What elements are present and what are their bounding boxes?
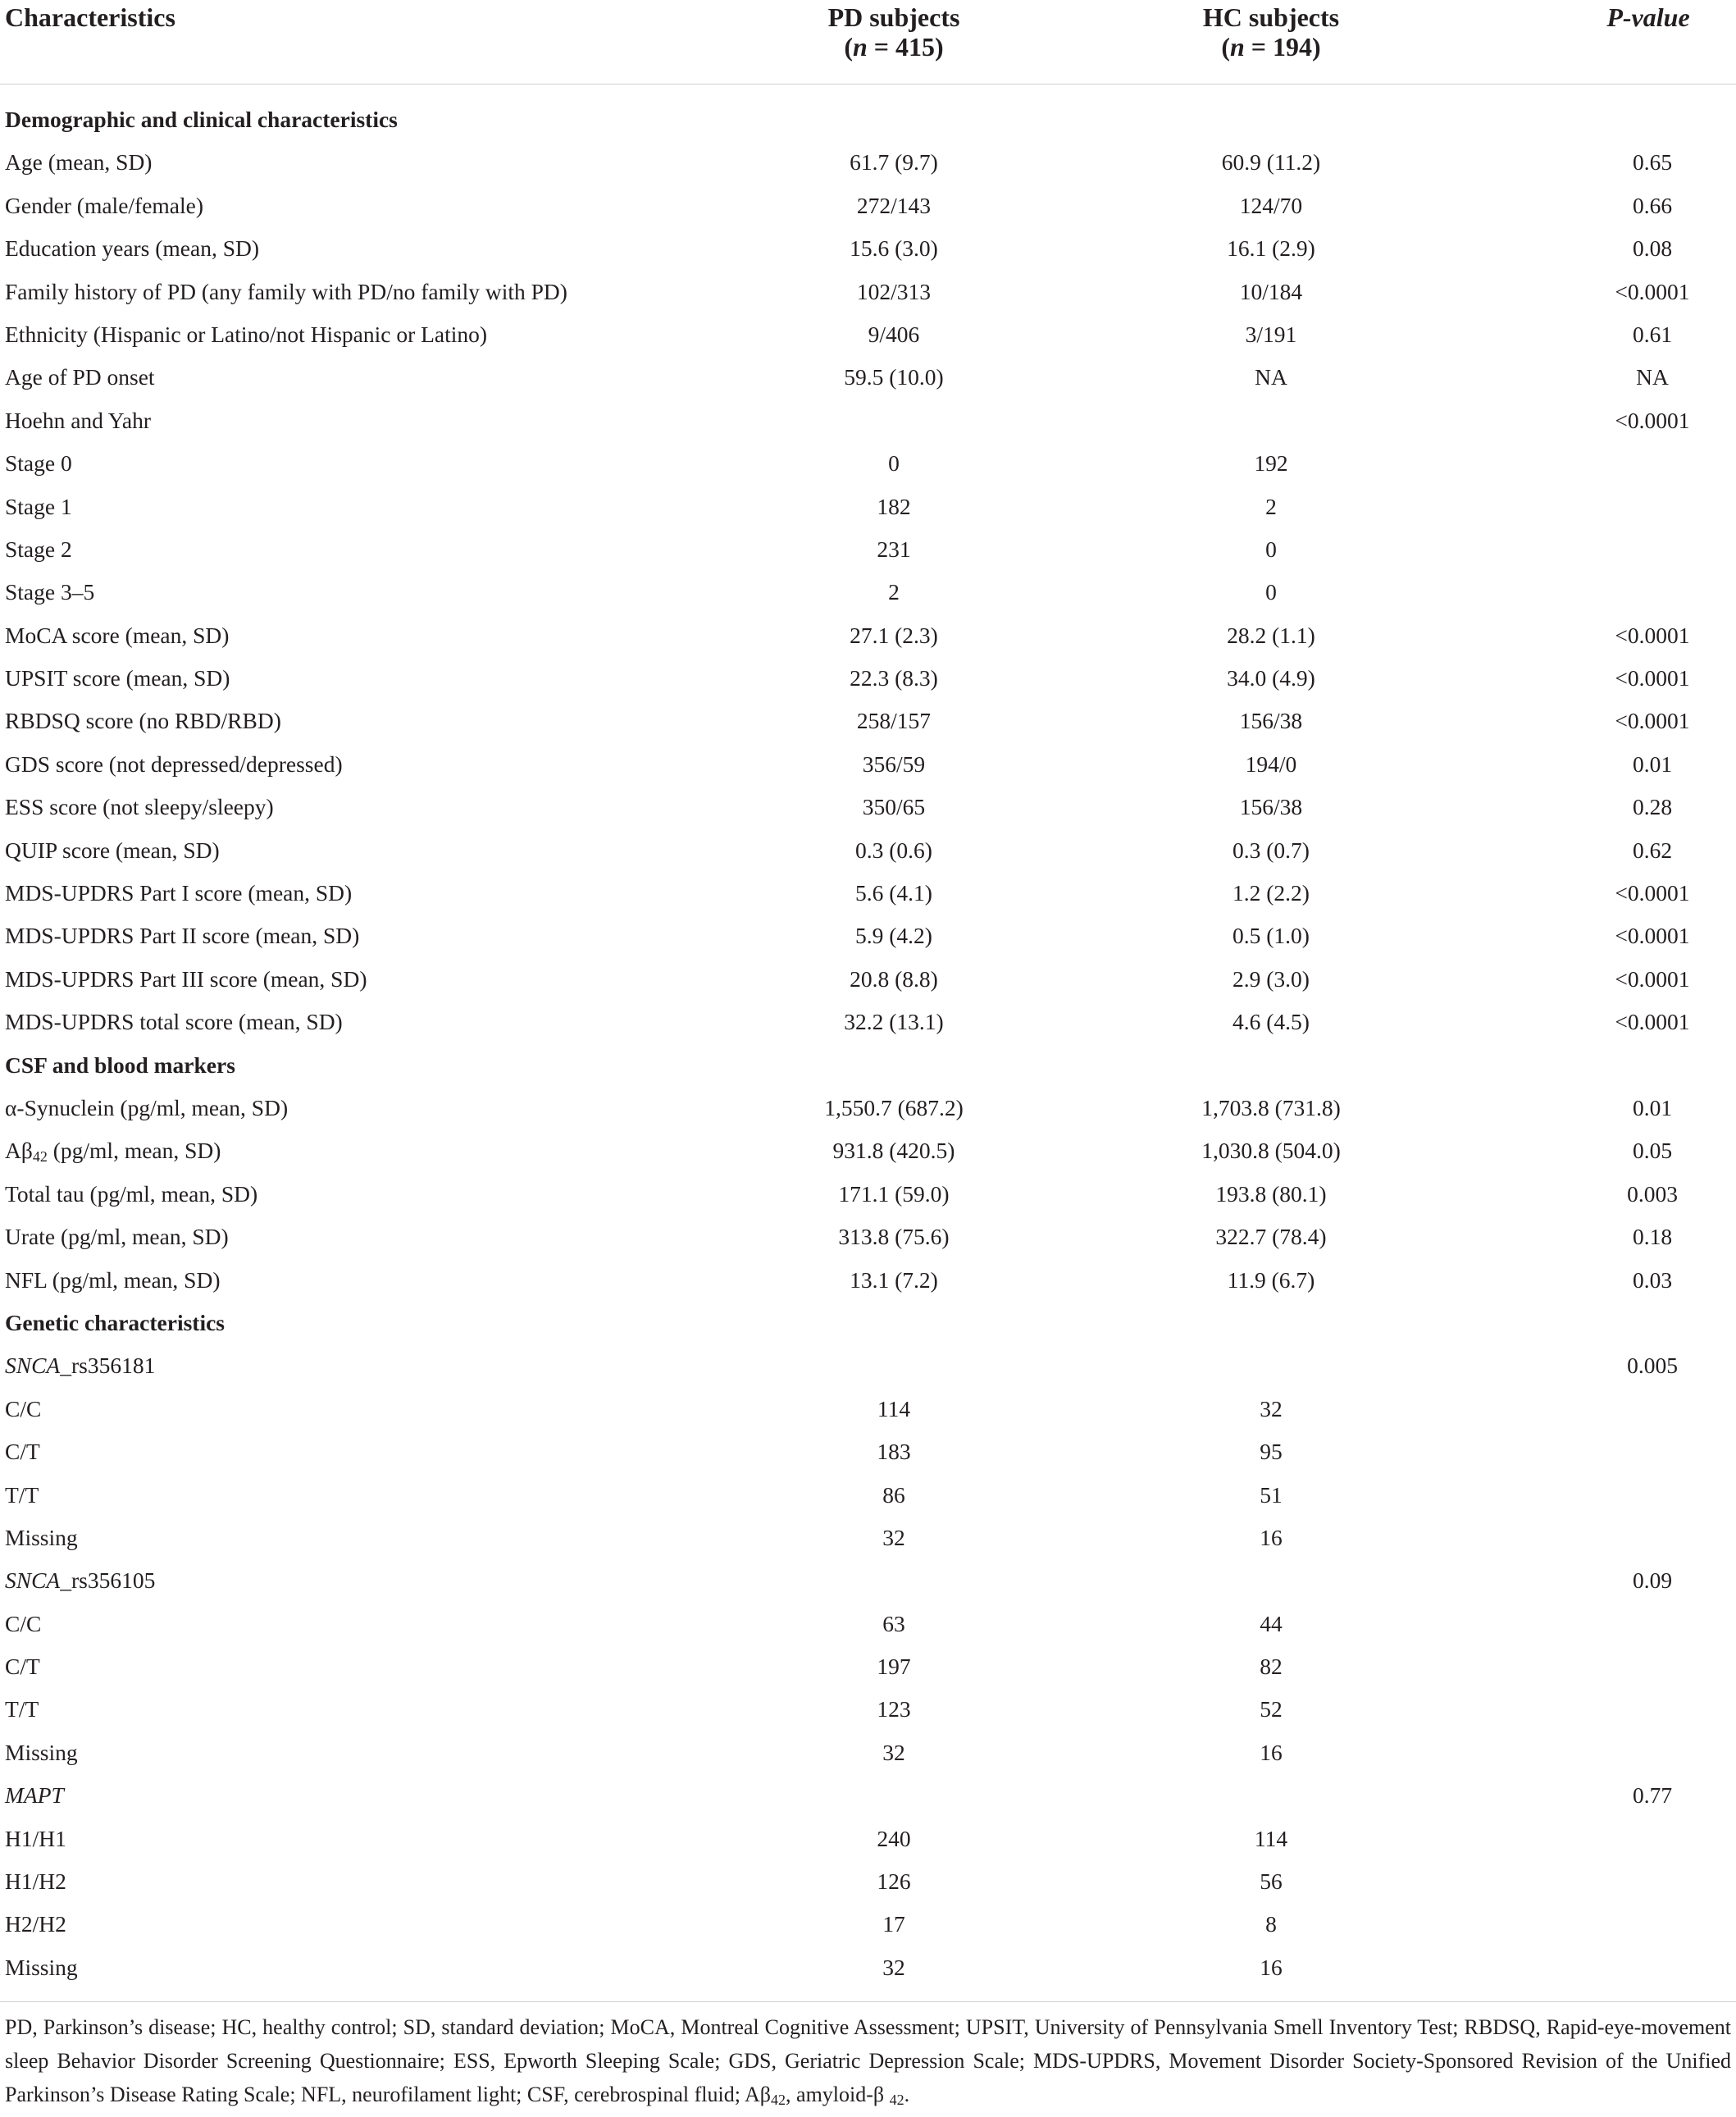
row-label: Stage 1	[5, 493, 72, 519]
header-hc-n-open: (	[1221, 32, 1230, 62]
header-hc-title: HC subjects	[1202, 2, 1340, 32]
row-label: Missing	[5, 1954, 78, 1980]
header-hc-subjects	[1189, 2, 1353, 62]
pvalue-cell: <0.0001	[1615, 880, 1690, 906]
footnote-text	[0, 2002, 1736, 2117]
table-row	[0, 1774, 1736, 1817]
row-label: Demographic and clinical characteristics	[5, 107, 398, 132]
row-label: MoCA score (mean, SD)	[5, 622, 230, 648]
hc-value-cell: 3/191	[1245, 321, 1297, 347]
hc-value-cell: 0.5 (1.0)	[1233, 923, 1310, 949]
pd-value-cell: 313.8 (75.6)	[838, 1224, 950, 1250]
row-label-rest: (pg/ml, mean, SD)	[47, 1138, 221, 1164]
pd-value-cell: 9/406	[868, 321, 920, 347]
pvalue-cell: 0.003	[1627, 1180, 1678, 1207]
pd-value-cell: 240	[877, 1825, 911, 1851]
header-pd-n-var: n	[852, 32, 868, 62]
hc-value-cell: 4.6 (4.5)	[1233, 1009, 1310, 1035]
pd-value-cell: 20.8 (8.8)	[850, 965, 938, 992]
table-row	[0, 958, 1736, 1001]
pd-value-cell: 63	[882, 1610, 905, 1636]
table-footnote	[0, 2001, 1736, 2117]
row-label-main: Aβ	[5, 1138, 33, 1164]
pd-value-cell: 183	[877, 1439, 911, 1465]
pd-value-cell: 22.3 (8.3)	[850, 665, 938, 691]
table-row	[0, 1731, 1736, 1774]
header-pd-n-rest: = 415)	[867, 32, 944, 62]
pd-value-cell: 171.1 (59.0)	[838, 1180, 950, 1207]
row-label: MDS-UPDRS Part III score (mean, SD)	[5, 965, 367, 992]
header-pd-title: PD subjects	[827, 2, 960, 32]
row-label: Age of PD onset	[5, 364, 155, 390]
pvalue-cell: <0.0001	[1615, 407, 1690, 433]
pvalue-cell: NA	[1636, 364, 1669, 390]
pd-value-cell: 59.5 (10.0)	[844, 364, 944, 390]
table-row	[0, 1259, 1736, 1302]
table-row	[0, 657, 1736, 700]
table-row	[0, 528, 1736, 571]
hc-value-cell: 322.7 (78.4)	[1215, 1224, 1327, 1250]
row-label: C/C	[5, 1395, 42, 1421]
footnote-sub1: 42	[771, 2092, 786, 2108]
pvalue-cell: <0.0001	[1615, 923, 1690, 949]
header-pd-subjects	[812, 2, 976, 62]
header-hc-n-var: n	[1229, 32, 1245, 62]
table-row	[0, 1903, 1736, 1946]
row-label: NFL (pg/ml, mean, SD)	[5, 1266, 221, 1293]
hc-value-cell: 2	[1265, 493, 1277, 519]
table-header	[0, 0, 1736, 84]
hc-value-cell: 114	[1254, 1825, 1288, 1851]
pvalue-cell: 0.77	[1632, 1782, 1673, 1809]
pvalue-cell: 0.05	[1632, 1138, 1673, 1164]
hc-value-cell: 192	[1254, 450, 1288, 477]
gene-variant: _rs356105	[60, 1567, 156, 1594]
pd-value-cell: 272/143	[856, 192, 932, 218]
row-label	[5, 1774, 64, 1817]
hc-value-cell: 10/184	[1239, 278, 1303, 304]
row-label: C/C	[5, 1610, 42, 1636]
row-label: Missing	[5, 1524, 78, 1550]
row-label: Hoehn and Yahr	[5, 407, 151, 433]
row-label: C/T	[5, 1439, 40, 1465]
table-row	[0, 1860, 1736, 1903]
row-label: Family history of PD (any family with PD/no family with PD)	[5, 278, 567, 304]
pd-value-cell: 114	[877, 1395, 911, 1421]
hc-value-cell: 1,030.8 (504.0)	[1201, 1138, 1341, 1164]
table-row	[0, 571, 1736, 614]
pvalue-cell: 0.09	[1632, 1567, 1673, 1594]
table-row	[0, 1645, 1736, 1688]
pd-value-cell: 182	[877, 493, 911, 519]
row-label: Stage 2	[5, 536, 72, 562]
hc-value-cell: 194/0	[1245, 751, 1297, 777]
hc-value-cell: 32	[1260, 1395, 1283, 1421]
footnote-sub2: 42	[889, 2092, 904, 2108]
table-row	[0, 1129, 1736, 1172]
pd-value-cell: 32	[882, 1739, 905, 1765]
gene-name: SNCA	[5, 1353, 61, 1379]
hc-value-cell: 34.0 (4.9)	[1227, 665, 1315, 691]
row-label: CSF and blood markers	[5, 1052, 235, 1078]
hc-value-cell: 1.2 (2.2)	[1233, 880, 1310, 906]
row-label	[5, 1559, 155, 1602]
hc-value-cell: 156/38	[1239, 708, 1303, 734]
table-row	[0, 1173, 1736, 1216]
table-row	[0, 743, 1736, 786]
pd-value-cell: 126	[877, 1868, 911, 1895]
hc-value-cell: 16	[1260, 1524, 1283, 1550]
header-hc-n-rest: = 194)	[1244, 32, 1321, 62]
hc-value-cell: 0	[1265, 536, 1277, 562]
table-row	[0, 271, 1736, 313]
row-label: Missing	[5, 1739, 78, 1765]
pd-value-cell: 15.6 (3.0)	[850, 235, 938, 262]
table-row	[0, 1344, 1736, 1387]
hc-value-cell: 52	[1260, 1696, 1283, 1722]
row-label	[5, 1129, 221, 1178]
header-characteristics: Characteristics	[5, 2, 175, 32]
pd-value-cell: 5.6 (4.1)	[855, 880, 932, 906]
hc-value-cell: 8	[1265, 1911, 1277, 1937]
row-label: MDS-UPDRS Part I score (mean, SD)	[5, 880, 353, 906]
pd-value-cell: 32.2 (13.1)	[844, 1009, 944, 1035]
pvalue-cell: 0.01	[1632, 1094, 1673, 1120]
table-row	[0, 356, 1736, 399]
pvalue-cell: 0.18	[1632, 1224, 1673, 1250]
hc-value-cell: 11.9 (6.7)	[1227, 1266, 1315, 1293]
pd-value-cell: 1,550.7 (687.2)	[824, 1094, 964, 1120]
pd-value-cell: 197	[877, 1654, 911, 1680]
pd-value-cell: 5.9 (4.2)	[855, 923, 932, 949]
hc-value-cell: 60.9 (11.2)	[1221, 149, 1321, 176]
pd-value-cell: 123	[877, 1696, 911, 1722]
footnote-mid: , amyloid-β	[786, 2083, 890, 2106]
footnote-end: .	[904, 2083, 910, 2106]
pvalue-cell: <0.0001	[1615, 665, 1690, 691]
table-row	[0, 614, 1736, 657]
row-label: GDS score (not depressed/depressed)	[5, 751, 343, 777]
hc-value-cell: 16	[1260, 1954, 1283, 1980]
hc-value-cell: 28.2 (1.1)	[1227, 622, 1315, 648]
pd-value-cell: 32	[882, 1954, 905, 1980]
pd-value-cell: 13.1 (7.2)	[850, 1266, 938, 1293]
hc-value-cell: 44	[1260, 1610, 1283, 1636]
row-label: Education years (mean, SD)	[5, 235, 260, 262]
row-label: T/T	[5, 1696, 39, 1722]
hc-value-cell: 51	[1260, 1481, 1283, 1508]
row-label: ESS score (not sleepy/sleepy)	[5, 794, 274, 820]
hc-value-cell: 16	[1260, 1739, 1283, 1765]
pd-value-cell: 32	[882, 1524, 905, 1550]
pvalue-cell: <0.0001	[1615, 278, 1690, 304]
section-header-row	[0, 98, 1736, 141]
row-label: Age (mean, SD)	[5, 149, 153, 176]
table-row	[0, 829, 1736, 872]
hc-value-cell: 156/38	[1239, 794, 1303, 820]
row-label: T/T	[5, 1481, 39, 1508]
pvalue-cell: 0.01	[1632, 751, 1673, 777]
table-row	[0, 486, 1736, 528]
row-label: QUIP score (mean, SD)	[5, 837, 220, 863]
table-row	[0, 141, 1736, 184]
row-label: RBDSQ score (no RBD/RBD)	[5, 708, 281, 734]
pd-value-cell: 931.8 (420.5)	[832, 1138, 955, 1164]
pvalue-cell: 0.66	[1632, 192, 1673, 218]
pd-value-cell: 356/59	[862, 751, 926, 777]
table-body	[0, 98, 1736, 1989]
pd-value-cell: 102/313	[856, 278, 932, 304]
row-label	[5, 1344, 155, 1387]
table-row	[0, 1517, 1736, 1559]
section-header-row	[0, 1302, 1736, 1344]
row-label-subscript: 42	[32, 1148, 48, 1166]
table-row	[0, 442, 1736, 485]
row-label: Ethnicity (Hispanic or Latino/not Hispanic or Latino)	[5, 321, 488, 347]
row-label: Stage 3–5	[5, 579, 95, 605]
pd-value-cell: 2	[888, 579, 900, 605]
table-row	[0, 1946, 1736, 1989]
table-row	[0, 1388, 1736, 1430]
pvalue-cell: 0.08	[1632, 235, 1673, 262]
table-row	[0, 1688, 1736, 1731]
pvalue-cell: 0.62	[1632, 837, 1673, 863]
hc-value-cell: 82	[1260, 1654, 1283, 1680]
pd-value-cell: 258/157	[856, 708, 932, 734]
table-row	[0, 399, 1736, 442]
table-row	[0, 1474, 1736, 1517]
row-label: α-Synuclein (pg/ml, mean, SD)	[5, 1094, 289, 1120]
hc-value-cell: 2.9 (3.0)	[1233, 965, 1310, 992]
pd-value-cell: 17	[882, 1911, 905, 1937]
table-row	[0, 1216, 1736, 1258]
table-row	[0, 185, 1736, 227]
hc-value-cell: 1,703.8 (731.8)	[1201, 1094, 1341, 1120]
table-row	[0, 1001, 1736, 1043]
table-row	[0, 227, 1736, 270]
gene-name: MAPT	[5, 1782, 64, 1809]
pd-value-cell: 86	[882, 1481, 905, 1508]
pvalue-cell: 0.03	[1632, 1266, 1673, 1293]
hc-value-cell: 16.1 (2.9)	[1227, 235, 1315, 262]
row-label: MDS-UPDRS Part II score (mean, SD)	[5, 923, 360, 949]
table-row	[0, 1087, 1736, 1129]
pvalue-cell: 0.65	[1632, 149, 1673, 176]
table-row	[0, 313, 1736, 356]
gene-name: SNCA	[5, 1567, 61, 1594]
hc-value-cell: 193.8 (80.1)	[1215, 1180, 1327, 1207]
gene-variant: _rs356181	[60, 1353, 156, 1379]
pvalue-cell: 0.005	[1627, 1353, 1678, 1379]
pvalue-cell: <0.0001	[1615, 622, 1690, 648]
row-label: H2/H2	[5, 1911, 66, 1937]
pd-value-cell: 61.7 (9.7)	[850, 149, 938, 176]
pd-value-cell: 231	[877, 536, 911, 562]
pvalue-cell: <0.0001	[1615, 708, 1690, 734]
hc-value-cell: 95	[1260, 1439, 1283, 1465]
pvalue-cell: 0.28	[1632, 794, 1673, 820]
row-label: Urate (pg/ml, mean, SD)	[5, 1224, 229, 1250]
row-label: Genetic characteristics	[5, 1309, 226, 1335]
pvalue-cell: 0.61	[1632, 321, 1673, 347]
table-row	[0, 1818, 1736, 1860]
hc-value-cell: 0.3 (0.7)	[1233, 837, 1310, 863]
pvalue-cell: <0.0001	[1615, 965, 1690, 992]
row-label: Gender (male/female)	[5, 192, 204, 218]
row-label: H1/H2	[5, 1868, 66, 1895]
table-row	[0, 915, 1736, 957]
header-pd-n-open: (	[844, 32, 853, 62]
hc-value-cell: 124/70	[1239, 192, 1303, 218]
hc-value-cell: NA	[1255, 364, 1287, 390]
pd-value-cell: 350/65	[862, 794, 926, 820]
header-pvalue: P-value	[1606, 2, 1690, 32]
table-row	[0, 1559, 1736, 1602]
row-label: UPSIT score (mean, SD)	[5, 665, 230, 691]
footnote-main: PD, Parkinson’s disease; HC, healthy control; SD, standard deviation; MoCA, Montreal Cognitive Assessment; UPSIT, University of Pennsylvania Smell Inventory Test; RBDSQ, Rapid-eye-movement sleep Behavior Disorder Screening Questionnaire; ESS, Epworth Sleeping Scale; GDS, Geriatric Depression Scale; MDS-UPDRS, Movement Disorder Society-Sponsored Revision of the Unified Parkinson’s Disease Rating Scale; NFL, neurofilament light; CSF, cerebrospinal fluid; Aβ	[5, 2015, 1731, 2106]
row-label: Stage 0	[5, 450, 72, 477]
pvalue-cell: <0.0001	[1615, 1009, 1690, 1035]
row-label: Total tau (pg/ml, mean, SD)	[5, 1180, 258, 1207]
table-row	[0, 872, 1736, 915]
pd-value-cell: 0.3 (0.6)	[855, 837, 932, 863]
hc-value-cell: 0	[1265, 579, 1277, 605]
row-label: H1/H1	[5, 1825, 66, 1851]
hc-value-cell: 56	[1260, 1868, 1283, 1895]
row-label: C/T	[5, 1654, 40, 1680]
section-header-row	[0, 1044, 1736, 1087]
table-row	[0, 1430, 1736, 1473]
table-row	[0, 700, 1736, 742]
pd-value-cell: 27.1 (2.3)	[850, 622, 938, 648]
row-label: MDS-UPDRS total score (mean, SD)	[5, 1009, 343, 1035]
table-row	[0, 1603, 1736, 1645]
pd-value-cell: 0	[888, 450, 900, 477]
table-row	[0, 786, 1736, 828]
